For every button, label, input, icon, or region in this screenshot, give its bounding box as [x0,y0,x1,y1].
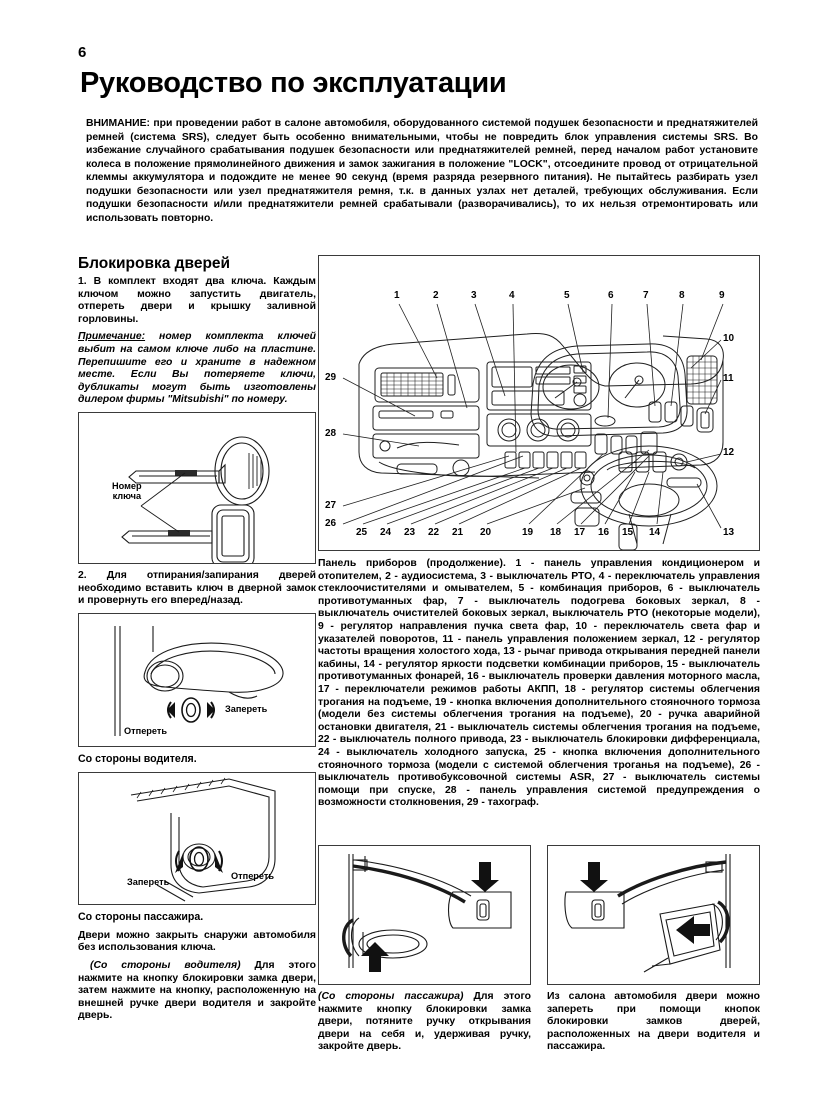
note-body: номер комплекта ключей выбит на самом ключе либо на пластине. Перепишите его и храните в надежном месте. Если Вы потеряете ключи, дубликаты могут быть изготовлены дилером фирмы "Mitsubishi" по номеру. [78,331,316,406]
callout-21: 21 [452,527,464,538]
callout-18: 18 [550,527,562,538]
left-column [78,255,316,1028]
dashboard-illustration [319,256,759,550]
callout-12: 12 [723,447,735,458]
paragraph-close-without-key: Двери можно закрыть снаружи автомобиля без использования ключа. [78,929,316,954]
rotation-arrows [167,698,215,722]
instrument-panel-legend: Панель приборов (продолжение). 1 - панель управления кондиционером и отопителем, 2 - аудиосистема, 3 - выключатель РТО, 4 - переключатель управления стеклоочистителями и омывателем, 5 - комбинация приборов, 6 - выключатель противотуманных фар, 7 - выключатель подогрева боковых зеркал, 8 - выключатель очистителей боковых зеркал, выключатель РТО (некоторые модели), 9 - регулятор направления пучка света фар, 10 - переключатель света фар и указателей поворотов, 11 - панель управления положением зеркал, 12 - регулятор частоты вращения холостого хода, 13 - рычаг привода открывания передней панели кабины, 14 - регулятор яркости подсветки комбинации приборов, 15 - выключатель противотуманных фонарей, 16 - выключатель проверки давления моторного масла, 17 - переключатели режимов работы АКПП, 18 - регулятор системы облегчения трогания на подъеме, 19 - кнопка включения дополнительного стояночного тормоза (модели без системы облегчения трогания на подъеме), 20 - ручка аварийной остановки двигателя, 21 - выключатель системы облегчения трогания на подъеме, 22 - выключатель полного привода, 23 - выключатель блокировки дифференциала, 24 - выключатель холодного запуска, 25 - кнопка включения дополнительного стояночного тормоза (модели с системой облегчения троганья на подъеме), 26 - выключатель противобуксовочной системы ASR, 27 - выключатель системы помощи при спуске, 28 - панель управления системой предупреждения о возможности столкновения, 29 - тахограф. [318,558,760,809]
callout-9: 9 [719,290,725,301]
callout-11: 11 [723,373,734,384]
callout-24: 24 [380,527,392,538]
key-number-label-line1: Номер [112,480,142,491]
passenger-unlock-label: Отпереть [231,870,275,881]
driver-side-body: Для этого нажмите на кнопку блокировки замка двери, затем нажмите на кнопку, расположенную на внешней ручке двери водителя и закройте дверь. [78,959,316,1022]
callout-7: 7 [643,290,649,301]
callout-15: 15 [622,527,634,538]
key-number-label-line2: ключа [112,490,142,501]
driver-side-lead: (Со стороны водителя) [90,959,241,971]
passenger-closing-illustration [319,846,530,984]
callout-17: 17 [574,527,586,538]
caption-interior-locking: Из салона автомобиля двери можно запереть при помощи кнопок блокировки замков дверей, расположенных на двери водителя и пассажира. [547,991,760,1053]
driver-door-illustration [79,614,315,746]
caption-passenger-side: Со стороны пассажира. [78,910,204,923]
rotation-arrows [175,847,223,873]
bottom-cell-passenger [318,845,531,1054]
figure-key-number [78,412,316,564]
driver-unlock-label: Отпереть [124,725,168,736]
paragraph-driver-side-closing [78,960,316,1023]
callout-29: 29 [325,372,337,383]
passenger-lock-label: Запереть [127,876,170,887]
figure-driver-door-lock [78,613,316,747]
interior-locking-illustration [548,846,759,984]
srs-warning-text: ВНИМАНИЕ: при проведении работ в салоне автомобиля, оборудованного системой подушек безопасности и преднатяжителей ремней (система SRS), следует быть особенно внимательными, чтобы не повредить блок управления системы SRS. Во избежание случайного срабатывания подушек безопасности или преднатяжителей ремней, перед началом работ установите колеса в положение прямолинейного движения и замок зажигания в положение "LOCK", отсоедините провод от отрицательной клеммы аккумулятора и подождите не менее 90 секунд (время разряда резервного питания). Не пытайтесь разбирать узел подушки безопасности или узел преднатяжителя ремня, т.к. в данных узлах нет деталей, требующих обслуживания. Если подушки безопасности и/или преднатяжители ремней срабатывали (разворачивались), то их нельзя отремонтировать или использовать повторно. [86,118,758,224]
right-column [318,255,760,810]
paragraph-unlock-lock: 2. Для отпирания/запирания дверей необходимо вставить ключ в дверной замок и провернуть его вперед/назад. [78,569,316,607]
callout-20: 20 [480,527,492,538]
section-title-door-locking: Блокировка дверей [78,255,231,272]
callout-4: 4 [509,290,515,301]
callout-19: 19 [522,527,534,538]
driver-lock-label: Запереть [225,703,268,714]
paragraph-keys-set: 1. В комплект входят два ключа. Каждым ключом можно запустить двигатель, отпереть двери и крышку заливной горловины. [78,276,316,325]
callout-26: 26 [325,518,337,529]
bottom-cell-interior [547,845,760,1054]
callout-6: 6 [608,290,614,301]
note-key-number [78,331,316,407]
page-number: 6 [78,44,87,61]
caption-driver-side: Со стороны водителя. [78,752,197,765]
callout-16: 16 [598,527,610,538]
callout-14: 14 [649,527,661,538]
callout-22: 22 [428,527,440,538]
callout-27: 27 [325,500,337,511]
caption-passenger-closing [318,991,531,1054]
figure-passenger-closing [318,845,531,985]
note-label: Примечание: [78,331,146,343]
passenger-closing-lead: (Со стороны пассажира) [318,991,464,1002]
callout-13: 13 [723,527,735,538]
callout-28: 28 [325,428,337,439]
figure-passenger-door-lock [78,772,316,905]
passenger-door-illustration [79,773,315,904]
page-title: Руководство по эксплуатации [80,67,507,99]
callout-1: 1 [394,290,400,301]
callout-25: 25 [356,527,368,538]
figure-interior-locking [547,845,760,985]
passenger-closing-body: Для этого нажмите кнопку блокировки замка двери, потяните ручку открывания двери на себя и, удерживая ручку, закройте дверь. [318,991,532,1053]
callout-10: 10 [723,333,735,344]
callout-23: 23 [404,527,416,538]
figure-instrument-panel [318,255,760,551]
callout-8: 8 [679,290,685,301]
key-number-label [112,481,142,501]
callout-2: 2 [433,290,439,301]
callout-5: 5 [564,290,570,301]
callout-3: 3 [471,290,477,301]
